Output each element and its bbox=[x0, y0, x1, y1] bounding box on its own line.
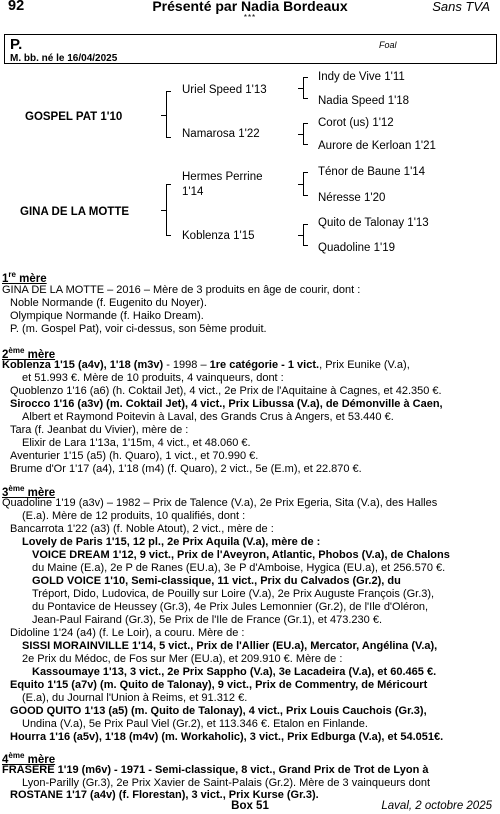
mother-2-produce: Aventurier 1'15 (a5) (h. Quaro), 1 vict., et 70.990 €. bbox=[10, 450, 259, 462]
mother-3-produce: VOICE DREAM 1'12, 9 vict., Prix de l'Aveyron, Atlantic, Phobos (V.a), de Chalons bbox=[32, 549, 450, 561]
mother-2-produce: Tara (f. Jeanbat du Vivier), mère de : bbox=[10, 424, 189, 436]
pedigree-g6: Néresse 1'20 bbox=[318, 192, 386, 204]
mother-3-produce: Kassoumaye 1'13, 3 vict., 2e Prix Sappho (V.a), 3e Lacadeira (V.a), et 60.465 €. bbox=[32, 666, 437, 678]
stars-mark: *** bbox=[243, 13, 257, 22]
pedigree-dam-dam: Koblenza 1'15 bbox=[182, 230, 255, 242]
horse-id-box bbox=[4, 34, 497, 64]
mother-4-line: FRASERE 1'19 (m6v) - 1971 - Semi-classique, 8 vict., Grand Prix de Trot de Lyon à bbox=[2, 764, 429, 776]
pedigree-dam-sire-time: 1'14 bbox=[182, 186, 204, 198]
vat-status: Sans TVA bbox=[432, 0, 490, 14]
mother-2-produce: Quoblenzo 1'16 (a6) (h. Coktail Jet), 4 vict., 2e Prix de l'Aquitaine à Cagnes, et 42.350 €. bbox=[10, 385, 442, 397]
section-mother-4: 4ème mère bbox=[2, 751, 56, 766]
mother-3-produce: Bancarrota 1'22 (a3) (f. Noble Atout), 2 vict., mère de : bbox=[10, 523, 274, 535]
mother-3-produce: Undina (V.a), 5e Prix Paul Viel (Gr.2), et 113.346 €. Etalon en Finlande. bbox=[22, 718, 368, 730]
presenter-title: Présenté par Nadia Bordeaux bbox=[152, 0, 348, 14]
mother-2-line: Koblenza 1'15 (a4v), 1'18 (m3v) - 1998 – 1re catégorie - 1 vict., Prix Eunike (V.a), bbox=[2, 359, 410, 371]
pedigree-g7: Quito de Talonay 1'13 bbox=[318, 217, 429, 229]
horse-type: Foal bbox=[379, 40, 397, 50]
pedigree-dam-sire: Hermes Perrine bbox=[182, 171, 263, 183]
section-mother-2: 2ème mère bbox=[2, 346, 56, 361]
brace-g3 bbox=[303, 172, 304, 196]
mother-1-line: GINA DE LA MOTTE – 2016 – Mère de 3 produits en âge de courir, dont : bbox=[2, 284, 361, 296]
mother-3-produce: (E.a), du Journal l'Union à Reims, et 91.312 €. bbox=[22, 692, 248, 704]
mother-3-produce: Hourra 1'16 (a5v), 1'18 (m4v) (m. Workaholic), 3 vict., Prix Edburga (V.a), et 54.051€. bbox=[10, 731, 444, 743]
mother-2-produce: Sirocco 1'16 (a3v) (m. Coktail Jet), 4 vict., Prix Libussa (V.a), de Démonville à Caen, bbox=[10, 398, 443, 410]
mother-3-produce: Jean-Paul Fairand (Gr.3), 5e Prix de l'Ile de France (Gr.1), et 473.230 €. bbox=[32, 614, 382, 626]
pedigree-g1: Indy de Vive 1'11 bbox=[318, 71, 405, 83]
pedigree-g5: Ténor de Baune 1'14 bbox=[318, 166, 426, 178]
mother-3-produce: Lovely de Paris 1'15, 12 pl., 2e Prix Aquila (V.a), mère de : bbox=[22, 536, 321, 548]
mother-3-produce: du Pontavice de Heussey (Gr.3), 4e Prix Jules Lemonnier (Gr.2), de l'Ile d'Oléron, bbox=[32, 601, 429, 613]
pedigree-sire-sire: Uriel Speed 1'13 bbox=[182, 84, 267, 96]
pedigree-g8: Quadoline 1'19 bbox=[318, 242, 396, 254]
pedigree-sire-dam: Namarosa 1'22 bbox=[182, 128, 260, 140]
brace-sire bbox=[166, 91, 167, 138]
pedigree-g2: Nadia Speed 1'18 bbox=[318, 95, 410, 107]
box-number: Box 51 bbox=[231, 800, 269, 812]
mother-1-produce: Olympique Normande (f. Haiko Dream). bbox=[10, 310, 204, 322]
page-footer bbox=[0, 800, 500, 814]
mother-2-line: et 51.993 €. Mère de 10 produits, 4 vainqueurs, dont : bbox=[22, 372, 284, 384]
section-mother-3: 3ème mère bbox=[2, 484, 56, 499]
mother-1-produce: Noble Normande (f. Eugenito du Noyer). bbox=[10, 297, 207, 309]
brace-g1 bbox=[303, 77, 304, 99]
mother-2-produce: Brume d'Or 1'17 (a4), 1'18 (m4) (f. Quaro), 2 vict., 5e (E.m), et 22.870 €. bbox=[10, 463, 362, 475]
pedigree-g3: Corot (us) 1'12 bbox=[318, 117, 394, 129]
pedigree-g4: Aurore de Kerloan 1'21 bbox=[318, 140, 436, 152]
page-header bbox=[0, 0, 500, 22]
mother-3-line: (E.a). Mère de 12 produits, 10 qualifiés, dont : bbox=[22, 510, 246, 522]
mother-3-produce: Equito 1'15 (a7v) (m. Quito de Talonay), 9 vict., Prix de Commentry, de Méricourt bbox=[10, 679, 428, 691]
section-mother-1: 1re mère bbox=[2, 270, 47, 285]
horse-birth: M. bb. né le 16/04/2025 bbox=[10, 53, 118, 64]
mother-3-produce: GOLD VOICE 1'10, Semi-classique, 11 vict., Prix du Calvados (Gr.2), du bbox=[32, 575, 401, 587]
mother-4-produce: ROSTANE 1'17 (a4v) (f. Florestan), 3 vict., Prix Kurse (Gr.3). bbox=[10, 789, 319, 801]
mother-3-produce: du Maine (E.a), 2e P de Ranes (EU.a), 3e P d'Amboise, Hygica (EU.a), et 256.570 €. bbox=[32, 562, 446, 574]
brace-g4 bbox=[303, 224, 304, 246]
mother-3-produce: SISSI MORAINVILLE 1'14, 5 vict., Prix de l'Allier (EU.a), Mercator, Angélina (V.a), bbox=[22, 640, 438, 652]
mother-2-produce: Albert et Raymond Poitevin à Laval, des Grands Crus à Angers, et 53.440 €. bbox=[22, 411, 394, 423]
pedigree-chart bbox=[0, 64, 500, 264]
sale-place-date: Laval, 2 octobre 2025 bbox=[381, 800, 492, 812]
mother-2-produce: Elixir de Lara 1'13a, 1'15m, 4 vict., et 48.060 €. bbox=[22, 437, 251, 449]
mother-4-line: Lyon-Parilly (Gr.3), 2e Prix Xavier de Saint-Palais (Gr.2). Mère de 3 vainqueurs dont bbox=[22, 777, 430, 789]
mother-1-produce: P. (m. Gospel Pat), voir ci-dessus, son 5ème produit. bbox=[10, 323, 267, 335]
horse-name: P. bbox=[10, 36, 23, 53]
mother-3-line: Quadoline 1'19 (a3v) – 1982 – Prix de Talence (V.a), 2e Prix Egeria, Sita (V.a), des Halles bbox=[2, 497, 438, 509]
pedigree-dam: GINA DE LA MOTTE bbox=[20, 206, 130, 218]
pedigree-sire: GOSPEL PAT 1'10 bbox=[25, 111, 123, 123]
mother-3-produce: 2e Prix du Médoc, de Fos sur Mer (EU.a), et 209.910 €. Mère de : bbox=[22, 653, 343, 665]
mother-3-produce: Tréport, Dido, Ludovica, de Pouilly sur Loire (V.a), 2e Prix Auguste François (Gr.3), bbox=[32, 588, 435, 600]
brace-g2 bbox=[303, 123, 304, 145]
lot-number: 92 bbox=[8, 0, 25, 14]
brace-dam bbox=[166, 184, 167, 236]
mother-3-produce: Didoline 1'24 (a4) (f. Le Loir), a couru. Mère de : bbox=[10, 627, 245, 639]
mother-3-produce: GOOD QUITO 1'13 (a5) (m. Quito de Talonay), 4 vict., Prix Louis Cauchois (Gr.3), bbox=[10, 705, 427, 717]
